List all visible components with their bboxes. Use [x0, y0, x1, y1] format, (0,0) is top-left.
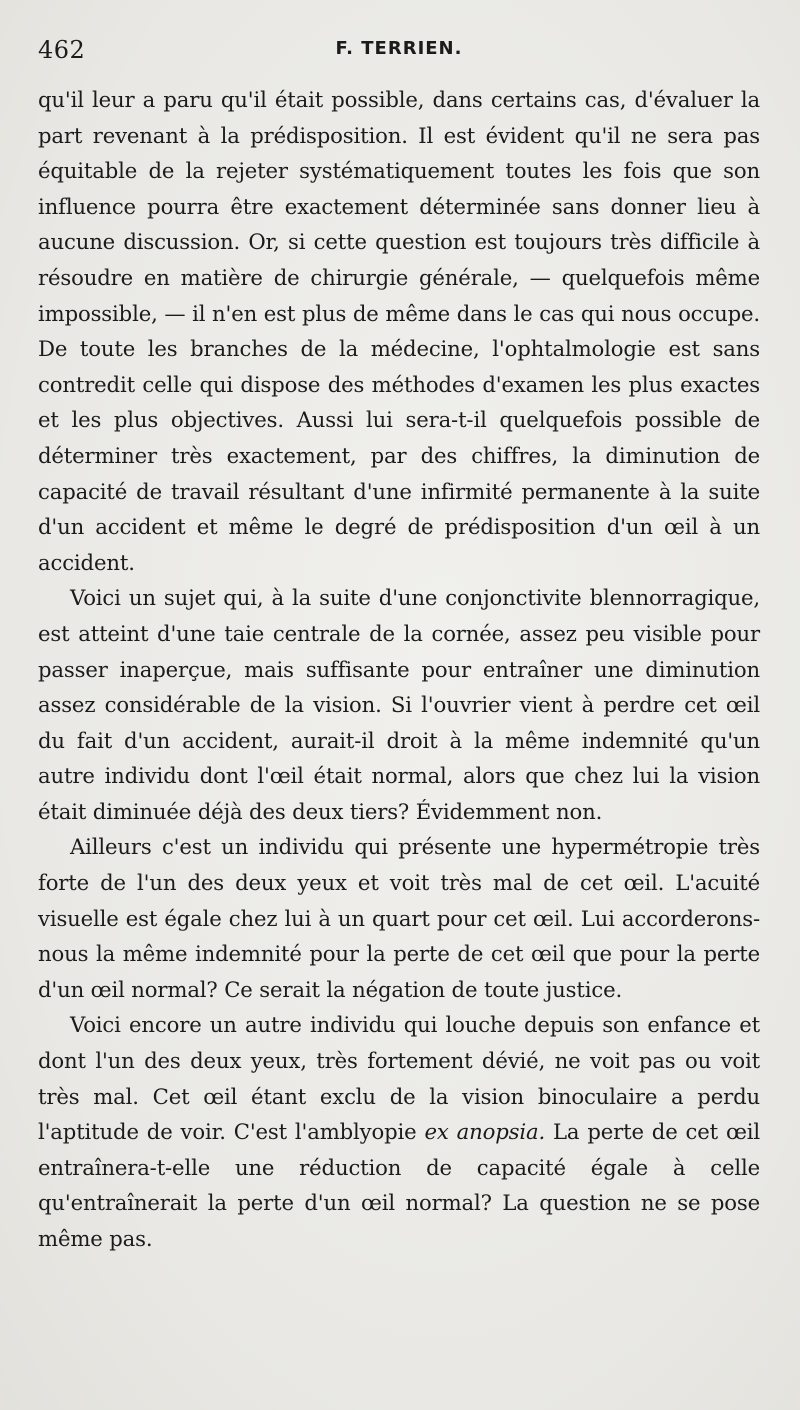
- running-title: F. TERRIEN.: [335, 38, 463, 59]
- paragraph-4-italic-term: ex anopsia.: [424, 1119, 546, 1145]
- running-head: [38, 36, 760, 82]
- paragraph-4: [38, 1007, 760, 1256]
- paragraph-3: Ailleurs c'est un individu qui présente une hypermétropie très forte de l'un des deux yeux et voit très mal de cet œil. L'acuité visuelle est égale chez lui à un quart pour cet œil. Lui accorderons-nous la même indemnité pour la perte de cet œil que pour la perte d'un œil normal? Ce serait la négation de toute justice.: [38, 834, 760, 1002]
- paragraph-1: qu'il leur a paru qu'il était possible, dans certains cas, d'évaluer la part revenant à la prédisposition. Il est évident qu'il ne sera pas équitable de la rejeter systématiquement toutes les fois que son influence pourra être exactement déterminée sans donner lieu à aucune discussion. Or, si cette question est toujours très difficile à résoudre en matière de chirurgie générale, — quelquefois même impossible, — il n'en est plus de même dans le cas qui nous occupe. De toute les branches de la médecine, l'ophtalmologie est sans contredit celle qui dispose des méthodes d'examen les plus exactes et les plus objectives. Aussi lui sera-t-il quelquefois possible de déterminer très exactement, par des chiffres, la diminution de capacité de travail résultant d'une infirmité permanente à la suite d'un accident et même le degré de prédisposition d'un œil à un accident.: [38, 87, 760, 575]
- page-number: 462: [38, 36, 86, 64]
- paragraph-4-text-start: Voici encore un autre individu qui louche depuis son enfance et dont l'un des deux yeux, très fortement dévié, ne voit pas ou voit très mal. Cet œil étant exclu de la vision binoculaire a perdu l'aptitude de voir. C'est l'amblyopie: [38, 1012, 760, 1145]
- body-text: [38, 82, 760, 1257]
- paragraph-4-text-end: La perte de cet œil entraînera-t-elle une réduction de capacité égale à celle qu'entraînerait la perte d'un œil normal? La question ne se pose même pas.: [38, 1119, 760, 1251]
- paragraph-2: Voici un sujet qui, à la suite d'une conjonctivite blennorragique, est atteint d'une taie centrale de la cornée, assez peu visible pour passer inaperçue, mais suffisante pour entraîner une diminution assez considérable de la vision. Si l'ouvrier vient à perdre cet œil du fait d'un accident, aurait-il droit à la même indemnité qu'un autre individu dont l'œil était normal, alors que chez lui la vision était diminuée déjà des deux tiers? Évidemment non.: [38, 585, 760, 824]
